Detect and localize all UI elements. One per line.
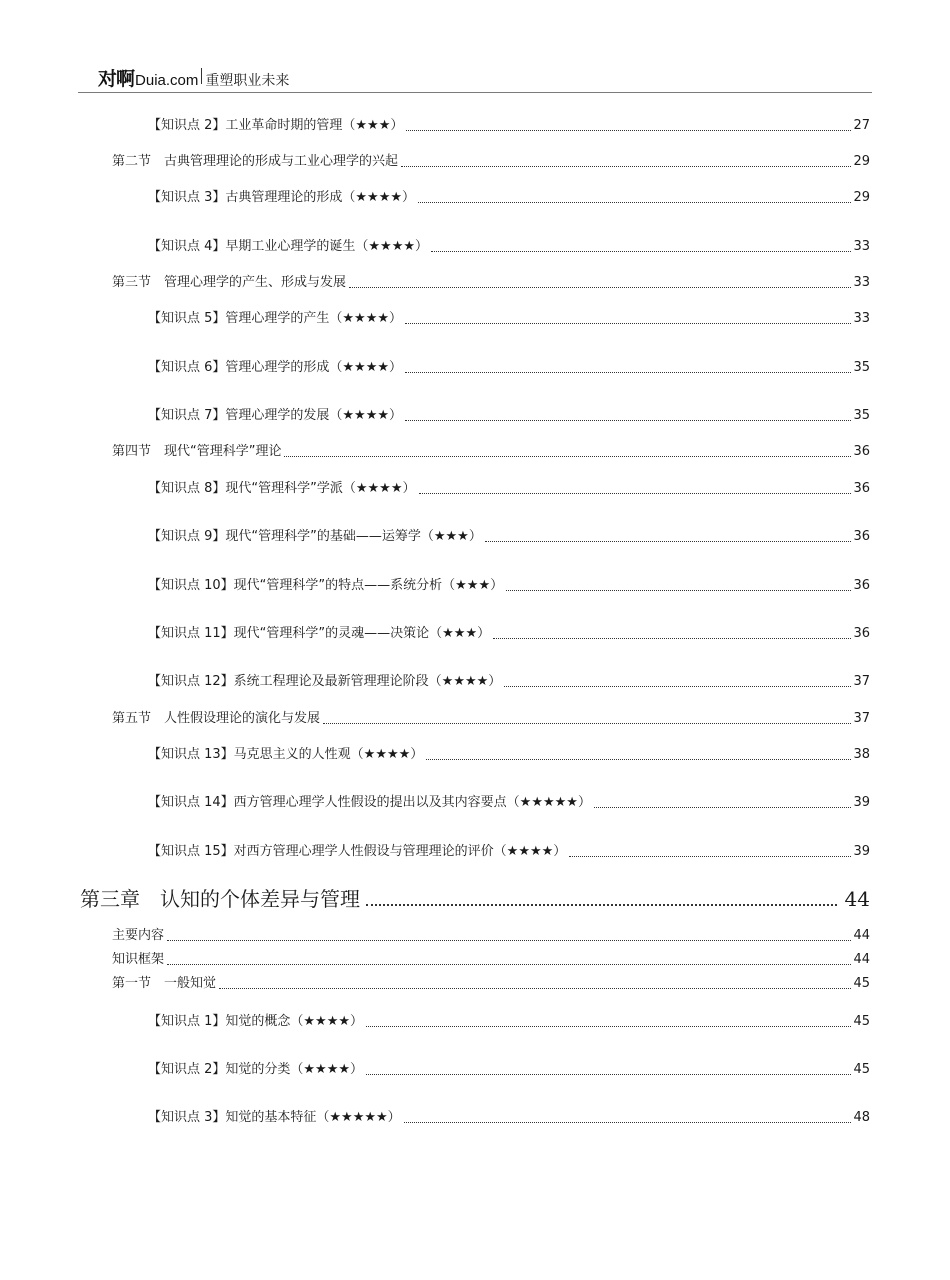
- toc-leader: [167, 940, 851, 941]
- toc-entry-point[interactable]: [148, 310, 870, 328]
- toc-entry-title: 【知识点 6】管理心理学的形成（★★★★）: [148, 360, 403, 375]
- toc-entry-page: 48: [853, 1110, 870, 1125]
- toc-entry-page: 29: [853, 190, 870, 205]
- toc-entry-title: 【知识点 10】现代“管理科学”的特点——系统分析（★★★）: [148, 578, 504, 593]
- toc-entry-point[interactable]: [148, 843, 870, 861]
- toc-entry-page: 36: [853, 626, 870, 641]
- toc-entry-page: 44: [853, 928, 870, 943]
- toc-entry-page: 33: [853, 275, 870, 290]
- duia-logo: [98, 64, 289, 88]
- toc-leader: [485, 541, 852, 542]
- toc-leader: [284, 456, 851, 457]
- toc-entry-point[interactable]: [148, 1109, 870, 1127]
- toc-chapter-page: 44: [844, 887, 870, 911]
- toc-leader: [594, 807, 852, 808]
- toc-leader: [366, 1026, 851, 1027]
- toc-entry-page: 38: [853, 747, 870, 762]
- toc-entry-title: 知识框架: [112, 952, 165, 967]
- toc-entry-page: 35: [853, 408, 870, 423]
- toc-entry-point[interactable]: [148, 746, 870, 764]
- toc-leader: [323, 723, 851, 724]
- toc-leader: [167, 964, 851, 965]
- toc-entry-page: 37: [853, 674, 870, 689]
- toc-leader: [493, 638, 851, 639]
- toc-entry-page: 33: [853, 311, 870, 326]
- toc-entry-page: 35: [853, 360, 870, 375]
- toc-entry-title: 【知识点 8】现代“管理科学”学派（★★★★）: [148, 481, 416, 496]
- toc-entry-page: 36: [853, 529, 870, 544]
- logo-cn-text: 对啊: [98, 68, 135, 90]
- toc-entry-title: 【知识点 9】现代“管理科学”的基础——运筹学（★★★）: [148, 529, 482, 544]
- toc-entry-page: 27: [853, 118, 870, 133]
- toc-entry-title: 第一节 一般知觉: [112, 976, 217, 991]
- toc-entry-point[interactable]: [148, 189, 870, 207]
- toc-entry-section[interactable]: [112, 975, 870, 993]
- toc-entry-title: 主要内容: [112, 928, 165, 943]
- toc-entry-section[interactable]: [112, 710, 870, 728]
- toc-entry-title: 第四节 现代“管理科学”理论: [112, 444, 282, 459]
- toc-leader: [504, 686, 851, 687]
- toc-entry-title: 【知识点 15】对西方管理心理学人性假设与管理理论的评价（★★★★）: [148, 844, 567, 859]
- logo-slogan: 重塑职业未来: [205, 73, 290, 89]
- toc-leader: [219, 988, 851, 989]
- toc-leader: [401, 166, 851, 167]
- toc-entry-title: 【知识点 1】知觉的概念（★★★★）: [148, 1014, 364, 1029]
- toc-entry-page: 37: [853, 711, 870, 726]
- toc-entry-page: 44: [853, 952, 870, 967]
- toc-leader: [366, 1074, 851, 1075]
- toc-leader: [349, 287, 851, 288]
- toc-entry-page: 36: [853, 444, 870, 459]
- toc-entry-title: 【知识点 3】知觉的基本特征（★★★★★）: [148, 1110, 401, 1125]
- toc-entry-point[interactable]: [148, 359, 870, 377]
- toc-leader: [405, 323, 851, 324]
- toc-entry-chapter[interactable]: [80, 885, 870, 913]
- toc-entry-point[interactable]: [148, 480, 870, 498]
- toc-entry-page: 36: [853, 481, 870, 496]
- toc-entry-title: 【知识点 5】管理心理学的产生（★★★★）: [148, 311, 403, 326]
- toc-entry-point[interactable]: [148, 1061, 870, 1079]
- toc-entry-point[interactable]: [148, 577, 870, 595]
- toc-chapter-title: 第三章 认知的个体差异与管理: [80, 887, 360, 911]
- toc-leader: [405, 420, 851, 421]
- toc-leader: [506, 590, 851, 591]
- toc-leader: [404, 1122, 852, 1123]
- toc-entry-page: 45: [853, 1014, 870, 1029]
- toc-entry-section[interactable]: [112, 274, 870, 292]
- toc-entry-title: 【知识点 12】系统工程理论及最新管理理论阶段（★★★★）: [148, 674, 502, 689]
- toc-entry-section[interactable]: [112, 153, 870, 171]
- toc-entry-section[interactable]: [112, 443, 870, 461]
- logo-en-text: Duia.com: [135, 72, 199, 89]
- toc-entry-title: 【知识点 7】管理心理学的发展（★★★★）: [148, 408, 403, 423]
- toc-entry-point[interactable]: [148, 625, 870, 643]
- toc-entry-page: 33: [853, 239, 870, 254]
- toc-entry-page: 45: [853, 1062, 870, 1077]
- toc-leader: [406, 130, 851, 131]
- toc-entry-point[interactable]: [148, 1013, 870, 1031]
- toc-entry-title: 第二节 古典管理理论的形成与工业心理学的兴起: [112, 154, 399, 169]
- toc-leader: [405, 372, 851, 373]
- toc-entry-page: 29: [853, 154, 870, 169]
- toc-entry-section[interactable]: [112, 951, 870, 969]
- toc-entry-title: 【知识点 14】西方管理心理学人性假设的提出以及其内容要点（★★★★★）: [148, 795, 591, 810]
- toc-leader: [569, 856, 851, 857]
- toc-entry-title: 【知识点 4】早期工业心理学的诞生（★★★★）: [148, 239, 429, 254]
- toc-entry-page: 45: [853, 976, 870, 991]
- toc-entry-title: 【知识点 11】现代“管理科学”的灵魂——决策论（★★★）: [148, 626, 491, 641]
- toc-entry-point[interactable]: [148, 407, 870, 425]
- toc-leader: [418, 202, 851, 203]
- toc-entry-point[interactable]: [148, 117, 870, 135]
- toc-entry-point[interactable]: [148, 528, 870, 546]
- toc-entry-title: 【知识点 2】工业革命时期的管理（★★★）: [148, 118, 404, 133]
- toc-entry-section[interactable]: [112, 927, 870, 945]
- toc-entry-title: 第三节 管理心理学的产生、形成与发展: [112, 275, 347, 290]
- toc-leader: [431, 251, 851, 252]
- toc-entry-title: 第五节 人性假设理论的演化与发展: [112, 711, 321, 726]
- toc-entry-title: 【知识点 2】知觉的分类（★★★★）: [148, 1062, 364, 1077]
- toc-entry-page: 36: [853, 578, 870, 593]
- toc-entry-page: 39: [853, 844, 870, 859]
- toc-leader: [419, 493, 852, 494]
- toc-entry-point[interactable]: [148, 794, 870, 812]
- toc-leader: [366, 904, 837, 906]
- toc-entry-point[interactable]: [148, 238, 870, 256]
- toc-entry-title: 【知识点 13】马克思主义的人性观（★★★★）: [148, 747, 424, 762]
- toc-entry-page: 39: [853, 795, 870, 810]
- logo-divider: [201, 68, 202, 84]
- toc-leader: [426, 759, 851, 760]
- toc-entry-point[interactable]: [148, 673, 870, 691]
- page-header: [78, 60, 872, 93]
- toc-entry-title: 【知识点 3】古典管理理论的形成（★★★★）: [148, 190, 416, 205]
